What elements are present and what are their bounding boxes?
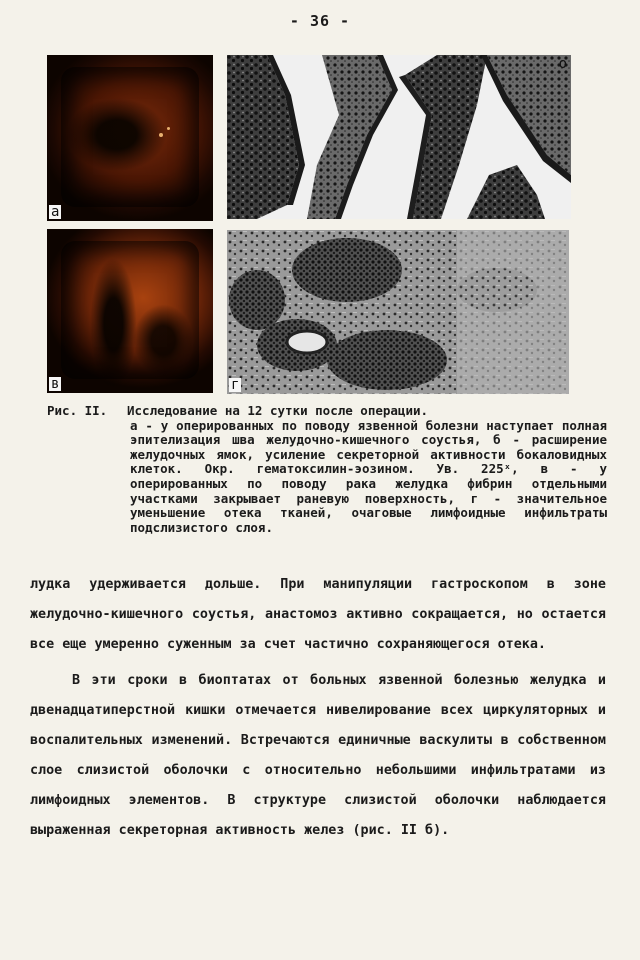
light-reflex <box>167 127 170 130</box>
endoscopy-image-a <box>47 55 213 221</box>
figure-label: Рис. II. <box>47 403 108 418</box>
histology-micrograph-g <box>227 230 569 394</box>
caption-title: Исследование на 12 сутки после операции. <box>127 403 429 418</box>
endoscope-vignette <box>61 241 199 379</box>
body-text <box>30 570 606 846</box>
panel-letter-v: в <box>51 376 60 392</box>
histology-micrograph-b <box>227 55 571 219</box>
paragraph-1: лудка удерживается дольше. При манипуляции гастроскопом в зоне желудочно-кишечного соустья, анастомоз активно сокращается, но остается все еще умеренно суженным за счет частично сохраняющегося отека. <box>30 577 606 652</box>
page-number: - 36 - <box>289 12 351 30</box>
endoscopy-image-v <box>47 229 213 393</box>
panel-letter-g: г <box>231 377 240 393</box>
panel-letter-a: а <box>51 204 60 220</box>
figure-caption <box>47 404 607 535</box>
histology-image-g <box>227 230 569 394</box>
light-reflex <box>159 133 163 137</box>
caption-heading <box>47 404 607 419</box>
panel-letter-b: о <box>558 56 567 72</box>
caption-body: а - у оперированных по поводу язвенной болезни наступает полная эпителизация шва желудочно-кишечного соустья, б - расширение желудочных ямок, усиление секреторной активности бокаловидных клеток. Окр. гематоксилин-эозином. Ув. 225ˣ, в - у оперированных по поводу рака желудка фибрин отдельными участками закрывает раневую поверхность, г - значительное уменьшение отека тканей, очаговые лимфоидные инфильтраты подслизистого слоя. <box>130 417 607 535</box>
paragraph-2: В эти сроки в биоптатах от больных язвенной болезнью желудка и двенадцатиперстной кишки отмечается нивелирование всех циркуляторных и воспалительных изменений. Встречаются единичные васкулиты в собственном слое слизистой оболочки с относительно небольшими инфильтратами из лимфоидных элементов. В структуре слизистой оболочки наблюдается выраженная секреторная активность желез (рис. II б). <box>30 673 606 838</box>
endoscope-vignette <box>61 67 199 207</box>
histology-image-b <box>227 55 571 219</box>
